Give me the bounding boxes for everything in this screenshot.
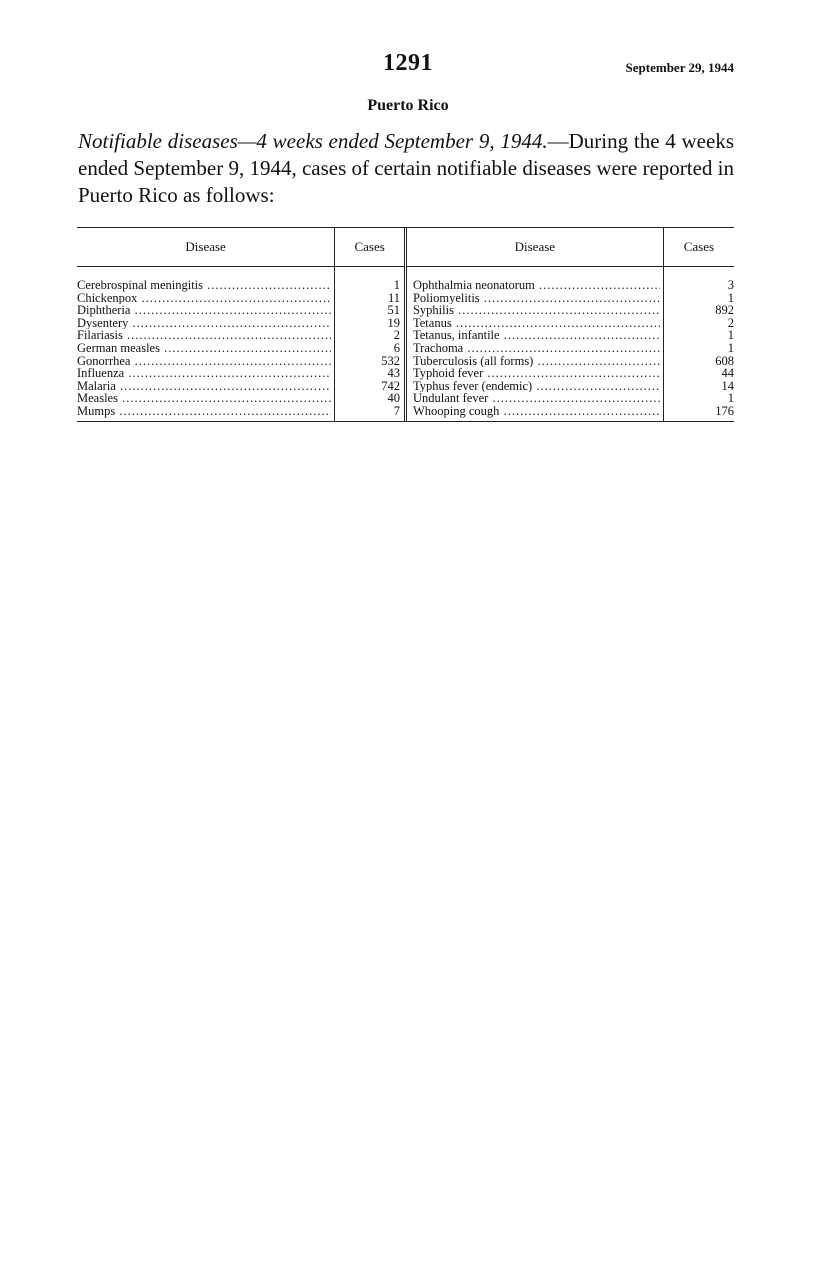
right-disease-name: Poliomyelitis ..... xyxy=(413,292,660,305)
left-disease-cell xyxy=(77,392,335,405)
right-disease-cell xyxy=(405,392,663,405)
right-disease-cell xyxy=(405,380,663,393)
right-disease-cell xyxy=(405,304,663,317)
left-cases-cell: 532 xyxy=(335,355,406,368)
left-disease-name: Gonorrhea ..... xyxy=(77,355,331,368)
left-cases-cell: 43 xyxy=(335,367,406,380)
right-cases-cell: 1 xyxy=(727,329,734,342)
left-cases-cell: 19 xyxy=(335,317,406,330)
left-cases-cell: 1 xyxy=(335,267,406,292)
left-disease-cell xyxy=(77,267,335,292)
page-number: 1291 xyxy=(383,50,433,76)
right-disease-name: Typhoid fever ..... xyxy=(413,367,660,380)
right-disease-cell xyxy=(405,267,663,292)
right-cases-cell: 608 xyxy=(715,354,734,368)
table-row xyxy=(77,380,734,393)
right-disease-cell xyxy=(405,355,663,368)
left-disease-cell xyxy=(77,329,335,342)
right-disease-name: Trachoma ..... xyxy=(413,342,660,355)
left-disease-name: German measles ..... xyxy=(77,342,331,355)
right-disease-name: Tuberculosis (all forms) ..... xyxy=(413,355,660,368)
right-cases-cell: 1 xyxy=(727,392,734,405)
intro-lead-title: Notifiable diseases—4 weeks ended September 9, 1944. xyxy=(78,129,548,153)
right-disease-name: Typhus fever (endemic) ..... xyxy=(413,380,660,393)
right-cases-cell: 3 xyxy=(727,278,734,292)
right-disease-name: Whooping cough ..... xyxy=(413,405,660,418)
left-disease-cell xyxy=(77,355,335,368)
left-disease-cell xyxy=(77,304,335,317)
table-row xyxy=(77,405,734,421)
table-row xyxy=(77,304,734,317)
table-row xyxy=(77,342,734,355)
table-row xyxy=(77,267,734,292)
header-cases-right: Cases xyxy=(663,228,734,267)
left-cases-cell: 2 xyxy=(335,329,406,342)
right-disease-cell xyxy=(405,367,663,380)
left-disease-cell xyxy=(77,292,335,305)
right-cases-cell: 1 xyxy=(727,341,734,355)
left-disease-name: Chickenpox ..... xyxy=(77,292,331,305)
right-disease-cell xyxy=(405,342,663,355)
table-row xyxy=(77,329,734,342)
left-disease-cell xyxy=(77,342,335,355)
table-row xyxy=(77,292,734,305)
right-cases-cell: 1 xyxy=(727,291,734,305)
left-disease-name: Dysentery ..... xyxy=(77,317,331,330)
right-cases-cell: 176 xyxy=(715,404,734,418)
table-row xyxy=(77,355,734,368)
right-disease-name: Tetanus ..... xyxy=(413,317,660,330)
left-cases-cell: 51 xyxy=(335,304,406,317)
right-disease-cell xyxy=(405,405,663,421)
table-body xyxy=(77,267,734,421)
left-cases-cell: 7 xyxy=(335,405,406,421)
left-disease-cell xyxy=(77,380,335,393)
right-disease-name: Tetanus, infantile ..... xyxy=(413,329,660,342)
section-title: Puerto Rico xyxy=(367,97,449,114)
left-disease-cell xyxy=(77,367,335,380)
left-cases-cell: 11 xyxy=(335,292,406,305)
header-disease-right: Disease xyxy=(405,228,663,267)
table-row xyxy=(77,392,734,405)
right-disease-name: Undulant fever ..... xyxy=(413,392,660,405)
left-disease-name: Mumps ..... xyxy=(77,405,331,418)
left-disease-name: Diphtheria ..... xyxy=(77,304,331,317)
left-disease-cell xyxy=(77,405,335,421)
intro-text: —During the 4 weeks ended September 9, 1944, cases of certain notifiable diseases were reported in Puerto Rico as follows: xyxy=(78,129,735,207)
left-disease-name: Filariasis ..... xyxy=(77,329,331,342)
right-cases-cell: 44 xyxy=(721,367,734,380)
right-disease-cell xyxy=(405,317,663,330)
disease-table xyxy=(77,227,734,422)
right-disease-name: Syphilis ..... xyxy=(413,304,660,317)
intro-paragraph xyxy=(78,128,734,209)
left-disease-name: Measles ..... xyxy=(77,392,331,405)
header-cases-left: Cases xyxy=(335,228,406,267)
table-row xyxy=(77,367,734,380)
left-cases-cell: 742 xyxy=(335,380,406,393)
right-cases-cell: 892 xyxy=(715,304,734,317)
left-disease-cell xyxy=(77,317,335,330)
left-cases-cell: 40 xyxy=(335,392,406,405)
table-row xyxy=(77,317,734,330)
table-header-row xyxy=(77,228,734,267)
running-header-date: September 29, 1944 xyxy=(625,60,734,75)
right-cases-cell: 14 xyxy=(721,379,734,393)
right-disease-name: Ophthalmia neonatorum ..... xyxy=(413,279,660,292)
left-disease-name: Cerebrospinal meningitis ..... xyxy=(77,279,331,292)
left-cases-cell: 6 xyxy=(335,342,406,355)
right-cases-cell: 2 xyxy=(727,316,734,330)
right-disease-cell xyxy=(405,292,663,305)
left-disease-name: Influenza ..... xyxy=(77,367,331,380)
right-disease-cell xyxy=(405,329,663,342)
left-disease-name: Malaria ..... xyxy=(77,380,331,393)
header-disease-left: Disease xyxy=(77,228,335,267)
